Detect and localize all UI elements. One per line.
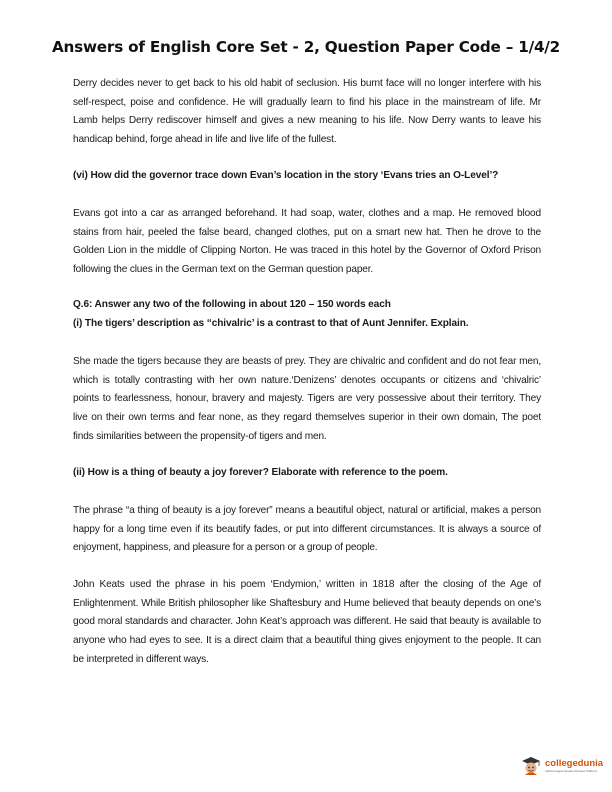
logo-brand-name: collegedunia xyxy=(545,758,604,770)
question-6-heading: Q.6: Answer any two of the following in about 120 – 150 words each xyxy=(73,299,391,310)
page-title: Answers of English Core Set - 2, Question Paper Code – 1/4/2 xyxy=(51,38,561,56)
answer-paragraph-evans: Evans got into a car as arranged beforehand. It had soap, water, clothes and a map. He removed blood stains from hair, peeled the false beard, changed clothes, put on a smart new hat. Then he drove to the Golden Lion in the middle of Clipping Norton. He was traced in this hotel by the Governor of Oxford Prison following the clues in the German text on the German question paper. xyxy=(73,208,541,276)
collegedunia-logo xyxy=(520,756,603,776)
answer-paragraph-tigers: She made the tigers because they are beasts of prey. They are chivalric and confident and do not fear men, which is totally contrasting with her own nature.‘Denizens’ denotes occupants or citizens and ‘chivalric’ points to fearlessness, honour, bravery and majesty. Tigers are very possessive about their territory. They live on their own terms and fear none, as they regard themselves superior in their own domain, The poet finds similarities between the propensity-of tigers and men. xyxy=(73,356,541,442)
graduate-mascot-icon xyxy=(520,756,542,776)
answer-paragraph-derry: Derry decides never to get back to his old habit of seclusion. His burnt face will no longer interfere with his self-respect, poise and confidence. He will gradually learn to find his place in the mainstream of life. Mr Lamb helps Derry rediscover himself and gives a new meaning to his life. Now Derry wants to leave his handicap behind, forge ahead in life and live life of the fullest. xyxy=(73,78,541,146)
question-6-ii: (ii) How is a thing of beauty a joy forever? Elaborate with reference to the poem. xyxy=(73,467,448,478)
question-vi: (vi) How did the governor trace down Evan’s location in the story ‘Evans tries an O-Level’? xyxy=(73,170,499,181)
question-6-i: (i) The tigers’ description as “chivalric’ is a contrast to that of Aunt Jennifer. Explain. xyxy=(73,318,469,329)
answer-paragraph-keats: John Keats used the phrase in his poem ‘Endymion,’ written in 1818 after the closing of the Age of Enlightenment. While British philosopher like Shaftesbury and Hume believed that beauty depends on one’s good moral standards and character. John Keat’s approach was different. He said that beauty is available to anyone who had eyes to see. It is a direct claim that a beautiful thing gives enjoyment to the people. It can be interpreted in different ways. xyxy=(73,579,541,665)
answer-paragraph-beauty: The phrase “a thing of beauty is a joy forever” means a beautiful object, natural or artificial, makes a person happy for a long time even if its beautify fades, or put into different circumstances. It is always a source of enjoyment, happiness, and pleasure for a person or a group of people. xyxy=(73,505,541,554)
logo-tagline: India's largest Student Review Platform xyxy=(545,768,598,773)
